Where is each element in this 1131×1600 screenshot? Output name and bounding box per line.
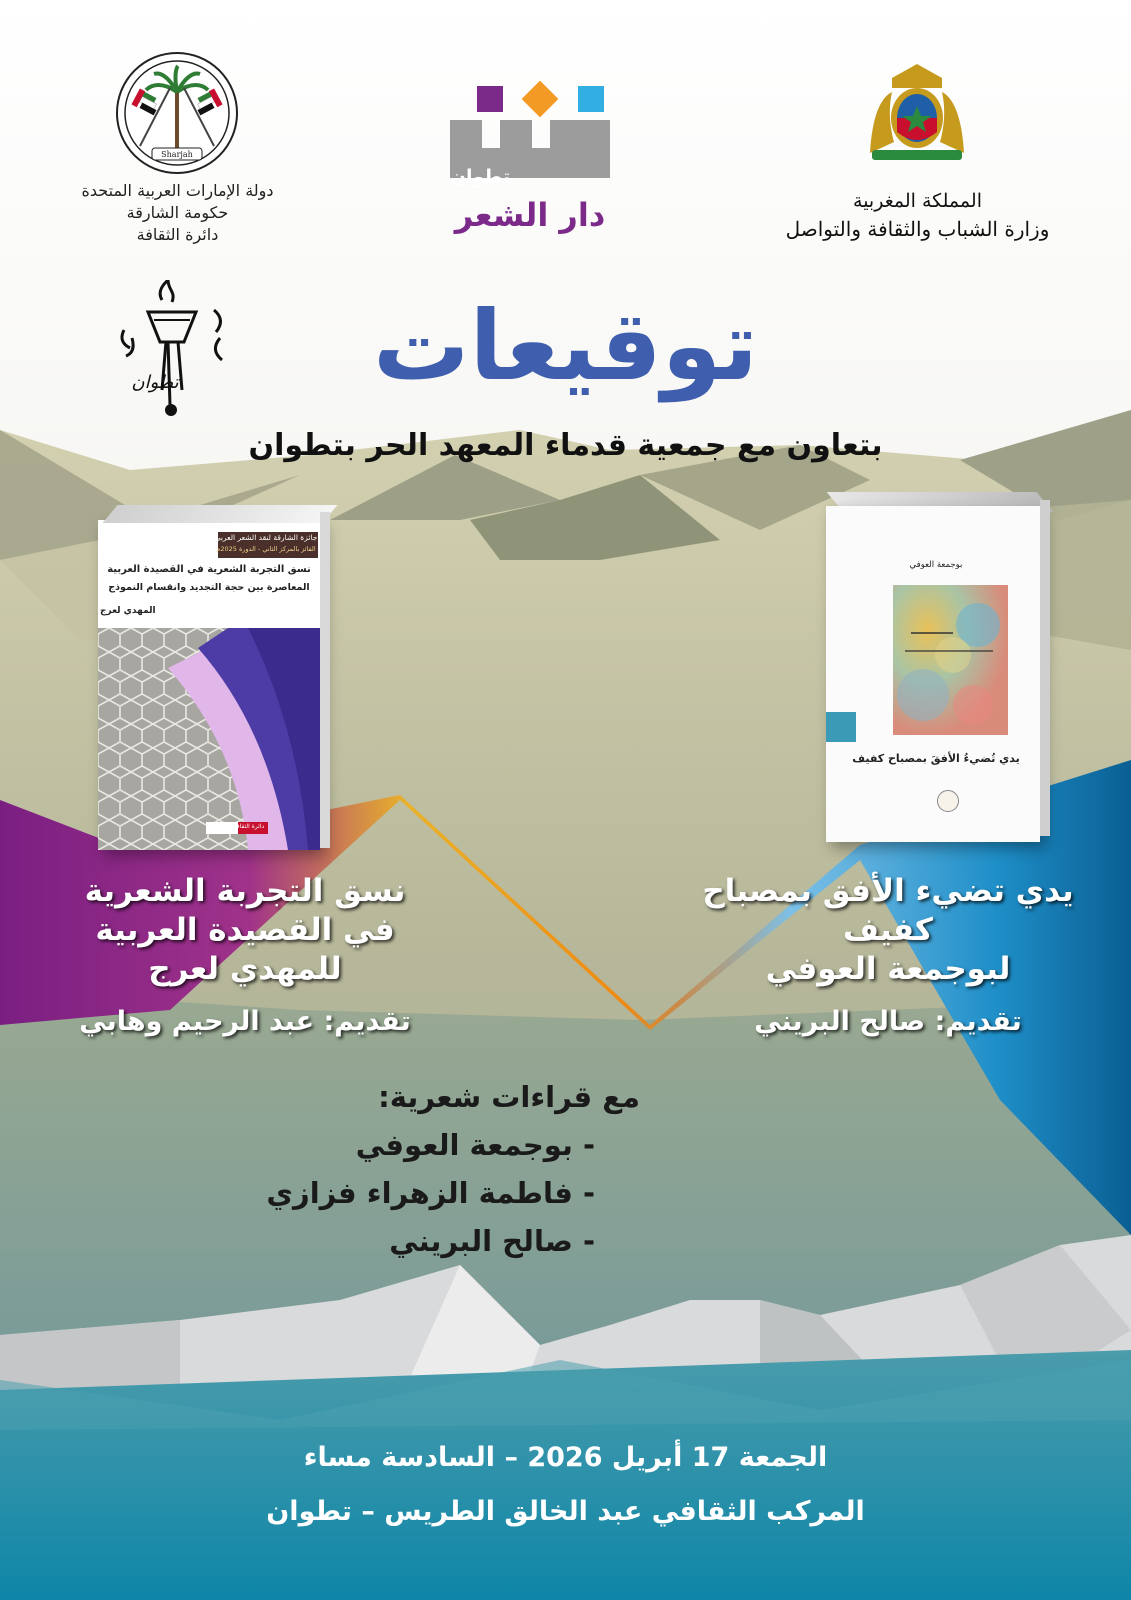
cyan-square-icon [578,86,604,112]
right-caption-line-1: يدي تضيء الأفق بمصباح [702,873,1074,909]
reader-2: - فاطمة الزهراء فزازي [266,1176,595,1210]
right-book-presenter: تقديم: صالح البريني [754,1006,1022,1037]
purple-square-icon [477,86,503,112]
poetry-readings [260,1073,640,1265]
uae-government-text [60,180,295,246]
left-cover-publisher: دائرة الثقافة - الشارقة [207,823,265,830]
event-venue: المركب الثقافي عبد الخالق الطريس – تطوان [266,1496,865,1527]
left-cover-author: المهدي لعرج [100,606,156,616]
publisher-badge-icon [937,790,959,812]
morocco-coat-of-arms [862,58,972,170]
event-date-time: الجمعة 17 أبريل 2026 – السادسة مساء [303,1442,828,1473]
free-institute-logo [110,280,240,430]
svg-text:Sharjah: Sharjah [161,150,193,159]
right-cover-artwork [893,585,1008,735]
uae-line-3: دائرة الثقافة [136,225,219,244]
institute-logo-city: تطوان [131,372,179,393]
right-book-caption [688,872,1088,989]
sharjah-government-emblem [116,52,238,174]
right-cover-title: يدي تُضيءُ الأفقَ بمصباح كفيف [852,752,1020,765]
right-cover-author: بوجمعة العوفي [909,560,963,570]
right-caption-line-3: لبوجمعة العوفي [765,951,1011,987]
dar-name-label: دار الشعر [454,196,606,234]
uae-line-1: دولة الإمارات العربية المتحدة [81,181,274,200]
reader-1: - بوجمعة العوفي [355,1128,595,1162]
page-title: توقيعات [373,290,758,402]
reader-3: - صالح البريني [389,1224,595,1258]
dar-al-shir-logo [445,82,615,247]
readings-heading: مع قراءات شعرية: [378,1080,640,1114]
left-caption-line-1: نسق التجربة الشعرية [84,873,406,909]
left-book-caption [55,872,435,989]
left-cover-title-2: المعاصرة بين حجة التجديد وانقسام النموذج [108,582,310,593]
left-cover-award: الفائز بالمركز الثاني - الدورة 2025م [216,545,316,553]
left-cover-series: جائزة الشارقة لنقد الشعر العربي [214,533,318,542]
left-cover-title-1: نسق التجربة الشعرية في القصيدة العربية [107,564,311,575]
orange-diamond-icon [522,81,559,118]
left-caption-line-2: في القصيدة العربية [95,912,395,948]
dar-city-label: تطوان [449,166,511,188]
morocco-line-1: المملكة المغربية [853,190,982,212]
right-caption-line-2: كفيف [843,912,933,948]
torch-icon [110,280,240,430]
left-cover-artwork [98,628,320,850]
palm-flags-icon [118,54,236,172]
coat-of-arms-icon [862,58,972,170]
left-book-presenter: تقديم: عبد الرحيم وهابي [79,1006,411,1037]
morocco-line-2: وزارة الشباب والثقافة والتواصل [785,217,1050,241]
uae-line-2: حكومة الشارقة [126,203,229,222]
left-caption-line-3: للمهدي لعرج [148,951,342,987]
event-subtitle: بتعاون مع جمعية قدماء المعهد الحر بتطوان [248,428,883,463]
morocco-ministry-text [780,188,1055,244]
